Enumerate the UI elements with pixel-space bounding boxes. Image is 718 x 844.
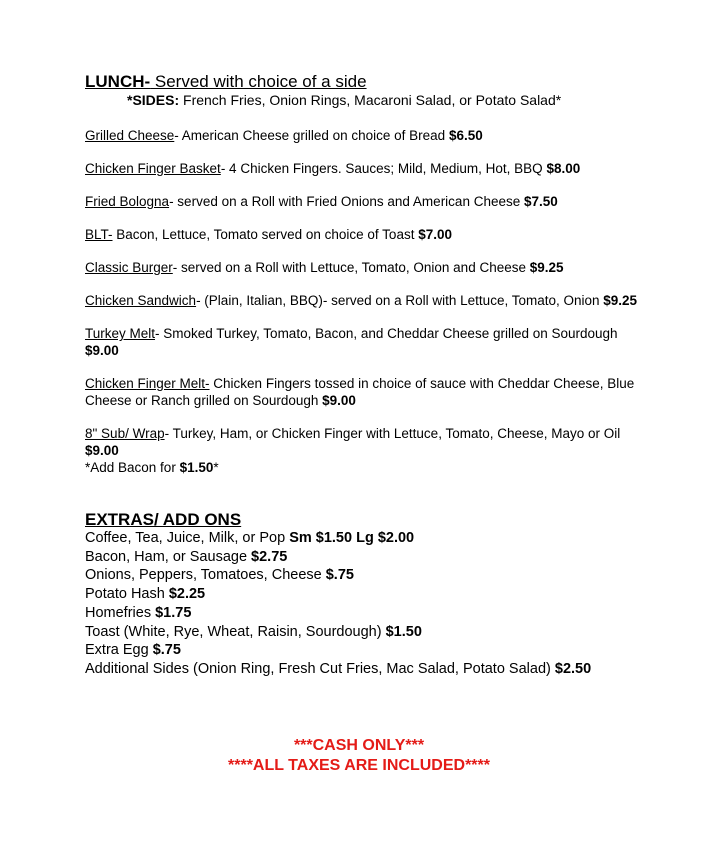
extra-text: Additional Sides (Onion Ring, Fresh Cut Fries, Mac Salad, Potato Salad) [85,660,555,677]
sides-text: French Fries, Onion Rings, Macaroni Salad, or Potato Salad* [179,92,562,108]
extra-text: Coffee, Tea, Juice, Milk, or Pop [85,530,290,546]
extra-price: $.75 [325,567,354,584]
extra-text: Potato Hash [85,586,169,603]
extra-item-veggies-cheese [85,566,645,585]
extra-item-toast [85,623,645,642]
item-name: Chicken Finger Basket [85,161,221,176]
menu-item-chicken-sandwich [85,292,645,309]
item-price: $9.00 [85,443,119,458]
extra-item-meats [85,548,645,567]
extra-price: Sm $1.50 Lg $2.00 [289,530,415,546]
extras-list [85,529,645,679]
item-desc: - (Plain, Italian, BBQ)- served on a Roll with Lettuce, Tomato, Onion [196,293,604,308]
item-desc: - 4 Chicken Fingers. Sauces; Mild, Medium, Hot, BBQ [220,161,547,176]
lunch-items [85,127,645,459]
extra-text: Extra Egg [85,642,153,659]
item-price: $9.25 [529,260,564,275]
item-price: $9.00 [85,343,119,358]
addon-prefix: *Add Bacon for [85,460,180,475]
item-name: Chicken Sandwich [85,293,197,308]
item-name: Chicken Finger Melt- [85,376,210,391]
item-desc: Bacon, Lettuce, Tomato served on choice of Toast [112,227,419,242]
item-price: $8.00 [546,161,581,176]
item-price: $6.50 [448,128,483,143]
lunch-heading [85,72,645,91]
extra-price: $2.25 [168,586,206,603]
item-desc: - Smoked Turkey, Tomato, Bacon, and Cheddar Cheese grilled on Sourdough [155,326,618,341]
menu-item-chicken-finger-melt [85,375,645,409]
item-name: Grilled Cheese [85,128,175,143]
item-price: $7.00 [418,227,453,242]
menu-item-turkey-melt [85,325,645,359]
extra-text: Bacon, Ham, or Sausage [85,548,252,565]
extra-item-egg [85,641,645,660]
extra-price: $2.50 [554,660,592,677]
menu-item-sub-wrap [85,425,645,459]
menu-document [85,72,645,679]
extra-item-drinks [85,529,645,548]
sides-label: *SIDES: [127,92,180,108]
lunch-subtitle: Served with choice of a side [150,72,367,91]
item-desc: - American Cheese grilled on choice of Bread [174,128,449,143]
item-price: $9.25 [603,293,638,308]
menu-item-grilled-cheese [85,127,645,144]
item-price: $9.00 [322,393,356,408]
taxes-included-notice: ****ALL TAXES ARE INCLUDED**** [228,757,490,774]
item-name: Classic Burger [85,260,173,275]
item-price: $7.50 [524,194,558,209]
extra-text: Onions, Peppers, Tomatoes, Cheese [85,567,326,584]
extra-price: $2.75 [251,548,288,565]
add-bacon-note [85,459,645,476]
extras-heading: EXTRAS/ ADD ONS [85,510,242,529]
item-desc: - Turkey, Ham, or Chicken Finger with Lettuce, Tomato, Cheese, Mayo or Oil [164,426,621,441]
lunch-label: LUNCH- [85,72,151,91]
extra-item-additional-sides [85,660,645,679]
cash-only-notice: ***CASH ONLY*** [293,737,425,754]
extra-item-homefries [85,604,645,623]
item-desc: Chicken Fingers tossed in choice of sauce with Cheddar Cheese, Blue Cheese or Ranch grilled on Sourdough [85,376,635,408]
addon-price: $1.50 [179,460,214,475]
payment-notice [0,736,718,776]
item-desc: - served on a Roll with Lettuce, Tomato, Onion and Cheese [172,260,530,275]
extra-price: $.75 [152,642,181,659]
item-name: 8" Sub/ Wrap [85,426,165,441]
menu-item-fried-bologna [85,193,645,210]
extra-price: $1.50 [385,623,422,640]
menu-item-blt [85,226,645,243]
extra-text: Homefries [85,604,156,621]
menu-item-chicken-finger-basket [85,160,645,177]
item-name: Fried Bologna [85,194,170,209]
extra-item-potato-hash [85,585,645,604]
item-name: Turkey Melt [85,326,156,341]
sides-note [127,92,645,109]
extra-price: $1.75 [155,604,192,621]
addon-suffix: * [213,460,219,475]
extra-text: Toast (White, Rye, Wheat, Raisin, Sourdough) [85,623,386,640]
item-desc: - served on a Roll with Fried Onions and American Cheese [169,194,524,209]
menu-item-classic-burger [85,259,645,276]
item-name: BLT- [85,227,113,242]
